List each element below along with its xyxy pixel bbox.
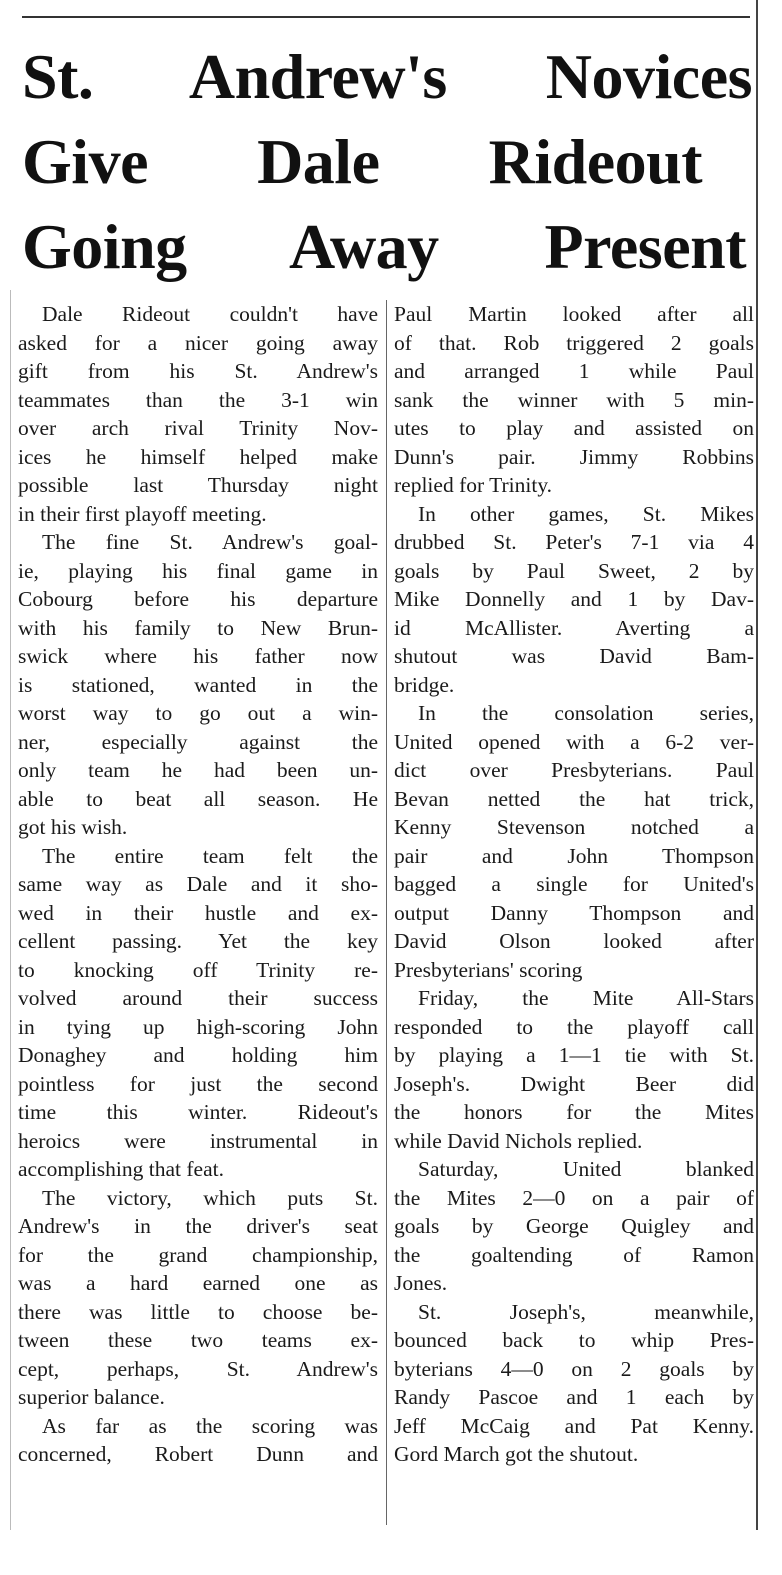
text-line: pointless for just the second [18,1071,378,1096]
text-line: drubbed St. Peter's 7-1 via 4 [394,530,754,554]
text-line: responded to the playoff call [394,1014,754,1039]
text-line: In other games, St. Mikes [418,501,754,526]
text-line: worst way to go out a win- [18,701,378,725]
text-line: and arranged 1 while Paul [394,359,754,383]
text-line: goals by George Quigley and [394,1214,754,1238]
text-line: dict over Presbyterians. Paul [394,758,754,782]
text-line: id McAllister. Averting a [394,615,754,640]
text-line: Friday, the Mite All-Stars [418,986,754,1010]
paragraph [18,300,378,528]
headline-line: Give Dale Rideout [22,126,702,197]
text-line: possible last Thursday night [18,473,378,497]
paragraph [394,1155,754,1298]
paragraph [18,842,378,1184]
text-line: St. Joseph's, meanwhile, [418,1299,754,1324]
text-line: only team he had been un- [18,758,378,782]
text-line: The entire team felt the [42,843,378,868]
text-line: was a hard earned one as [18,1271,378,1295]
headline-line: Going Away Present [22,211,746,282]
text-line: Cobourg before his departure [18,587,378,611]
top-rule [22,16,750,18]
text-line: to knocking off Trinity re- [18,957,378,982]
text-line: over arch rival Trinity Nov- [18,416,378,440]
text-line: Dunn's pair. Jimmy Robbins [394,444,754,469]
paragraph [18,528,378,842]
text-line: Paul Martin looked after all [394,302,754,326]
text-line: The victory, which puts St. [42,1185,378,1210]
text-line: teammates than the 3-1 win [18,387,378,412]
text-line: Jeff McCaig and Pat Kenny. [394,1413,754,1438]
text-line: in tying up high-scoring John [18,1014,378,1039]
text-line: the Mites 2—0 on a pair of [394,1185,754,1210]
text-line: utes to play and assisted on [394,416,754,440]
text-line: of that. Rob triggered 2 goals [394,330,754,355]
text-line: ie, playing his final game in [18,558,378,583]
column-divider [386,300,387,1525]
headline-line: St. Andrew's Novices [22,41,752,112]
text-line: Andrew's in the driver's seat [18,1214,378,1238]
text-line: is stationed, wanted in the [18,672,378,697]
paragraph [18,1184,378,1412]
text-line: time this winter. Rideout's [18,1100,378,1124]
text-line: Joseph's. Dwight Beer did [394,1071,754,1096]
text-line: swick where his father now [18,644,378,668]
text-line: by playing a 1—1 tie with St. [394,1043,754,1067]
text-line: the goaltending of Ramon [394,1242,754,1267]
text-line: accomplishing that feat. [18,1157,224,1181]
text-line: output Danny Thompson and [394,900,754,925]
text-line: Mike Donnelly and 1 by Dav- [394,587,754,611]
text-line: with his family to New Brun- [18,615,378,640]
text-line: same way as Dale and it sho- [18,872,378,896]
text-line: David Olson looked after [394,929,754,953]
text-line: Presbyterians' scoring [394,957,583,982]
text-line: superior balance. [18,1385,165,1409]
text-line: pair and John Thompson [394,843,754,868]
text-line: ices he himself helped make [18,444,378,469]
text-line: wed in their hustle and ex- [18,900,378,925]
paragraph [394,500,754,700]
article-column-right [394,300,754,1469]
text-line: sank the winner with 5 min- [394,387,754,412]
text-line: bagged a single for United's [394,872,754,896]
text-line: Bevan netted the hat trick, [394,786,754,811]
text-line: The fine St. Andrew's goal- [42,530,378,554]
text-line: in their first playoff meeting. [18,501,267,526]
text-line: shutout was David Bam- [394,644,754,668]
text-line: Kenny Stevenson notched a [394,815,754,839]
paragraph [394,699,754,984]
paragraph [394,1298,754,1469]
text-line: bridge. [394,672,455,697]
text-line: the honors for the Mites [394,1100,754,1124]
text-line: replied for Trinity. [394,473,553,497]
text-line: United opened with a 6-2 ver- [394,729,754,754]
text-line: Donaghey and holding him [18,1043,378,1067]
text-line: In the consolation series, [418,701,754,725]
text-line: Saturday, United blanked [418,1157,754,1181]
text-line: got his wish. [18,815,128,839]
text-line: Randy Pascoe and 1 each by [394,1385,754,1409]
text-line: Gord March got the shutout. [394,1442,639,1466]
text-line: heroics were instrumental in [18,1128,378,1153]
paragraph [394,984,754,1155]
text-line: Dale Rideout couldn't have [42,302,378,326]
text-line: able to beat all season. He [18,786,378,811]
text-line: asked for a nicer going away [18,330,378,355]
text-line: tween these two teams ex- [18,1328,378,1352]
text-line: concerned, Robert Dunn and [18,1442,378,1466]
text-line: there was little to choose be- [18,1299,378,1324]
text-line: bounced back to whip Pres- [394,1328,754,1352]
column-border-left [10,290,11,1530]
text-line: goals by Paul Sweet, 2 by [394,558,754,583]
paragraph [394,300,754,500]
text-line: for the grand championship, [18,1242,378,1267]
text-line: cept, perhaps, St. Andrew's [18,1356,378,1381]
text-line: volved around their success [18,986,378,1010]
text-line: Jones. [394,1271,448,1295]
text-line: while David Nichols replied. [394,1128,643,1153]
headline [22,34,752,289]
paragraph [18,1412,378,1469]
column-border-right [756,0,758,1530]
text-line: cellent passing. Yet the key [18,929,378,953]
text-line: ner, especially against the [18,729,378,754]
article-column-left [18,300,378,1469]
text-line: byterians 4—0 on 2 goals by [394,1356,754,1381]
text-line: As far as the scoring was [42,1413,378,1438]
text-line: gift from his St. Andrew's [18,359,378,383]
